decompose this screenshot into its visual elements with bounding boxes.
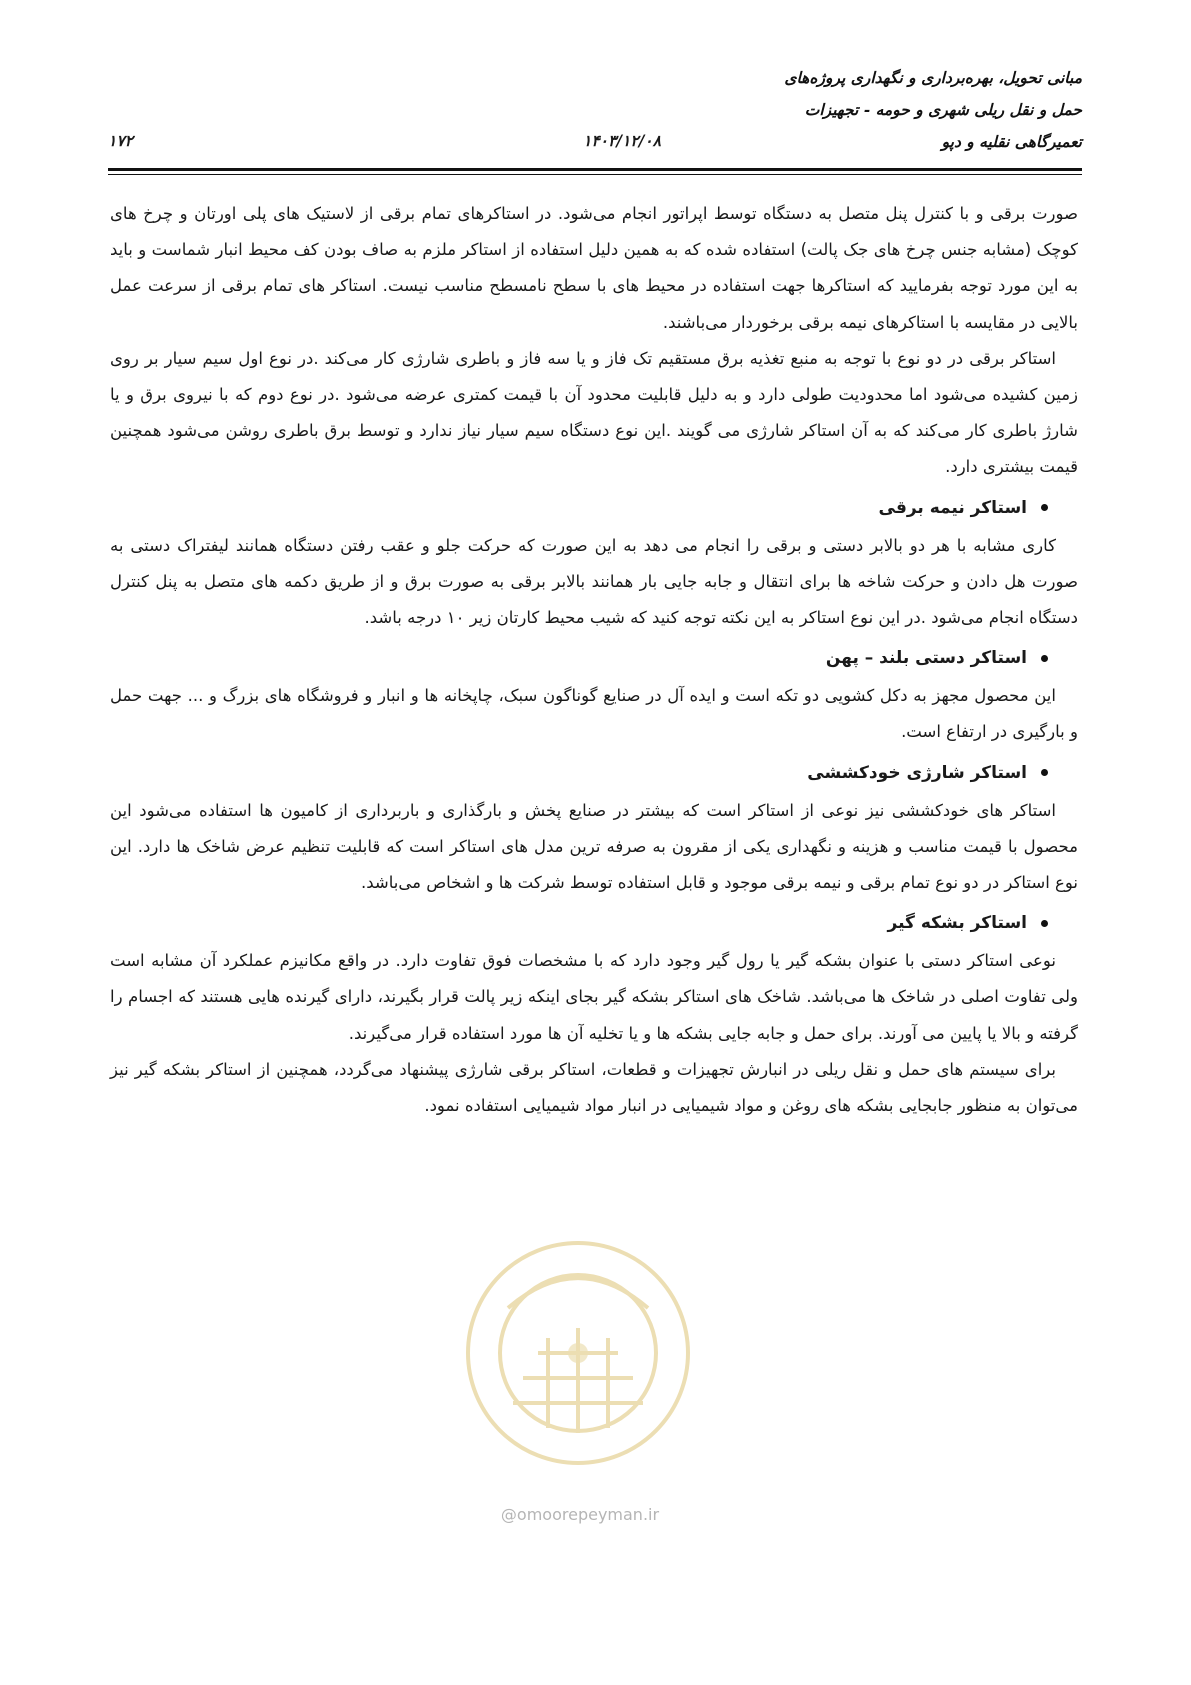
watermark-url: @omoorepeyman.ir [500,1505,660,1524]
header-title-line-2: حمل و نقل ریلی شهری و حومه - تجهیزات [804,100,1082,119]
heading-text: استاکر بشکه گیر [887,913,1027,934]
section-heading-drum-handler [110,903,1078,943]
heading-text: استاکر نیمه برقی [878,497,1027,518]
paragraph-3: کاری مشابه با هر دو بالابر دستی و برقی را انجام می دهد به این صورت که حرکت جلو و عقب رفتن دستگاه همانند لیفتراک دستی به صورت هل دادن و حرکت شاخه ها برای انتقال و جابه جایی بار همانند بالابر برقی به صورت برق و از طریق دکمه های متصل به پنل کنترل دستگاه انجام می‌شود .در این نوع استاکر به این نکته توجه کنید که شیب محیط کارتان زیر ۱۰ درجه باشد. [110,535,1078,628]
bullet-icon [1041,655,1048,662]
heading-text: استاکر شارژی خودکششی [807,762,1027,783]
section-heading-manual-high-wide [110,638,1078,678]
header-title-line-3: تعمیرگاهی نقلیه و دپو [941,132,1082,151]
body-content [110,196,1078,1124]
heading-text: استاکر دستی بلند – پهن [825,648,1027,669]
header-rule-thin [108,174,1082,175]
paragraph-2: استاکر برقی در دو نوع با توجه به منبع تغذیه برق مستقیم تک فاز و یا سه فاز و باطری شارژی کار می‌کند .در نوع اول سیم سیار بر روی زمین کشیده می‌شود اما محدودیت طولی دارد و به دلیل قابلیت محدود آن با قیمت کمتری عرضه می‌شود .در نوع دوم که با نیروی برق و یا شارژ باطری کار می‌کند که به آن استاکر شارژی می گویند .این نوع دستگاه سیم سیار نیاز ندارد و توسط برق باطری روشن می‌شود همچنین قیمت بیشتری دارد. [110,348,1078,477]
paragraph-7: برای سیستم های حمل و نقل ریلی در انبارش تجهیزات و قطعات، استاکر برقی شارژی پیشنهاد می‌گردد، همچنین از استاکر بشکه گیر نیز می‌توان به منظور جابجایی بشکه های روغن و مواد شیمیایی در انبار مواد شیمیایی استفاده نمود. [110,1059,1078,1116]
watermark-logo-icon [453,1228,703,1478]
bullet-icon [1041,504,1048,511]
paragraph-6: نوعی استاکر دستی با عنوان بشکه گیر یا رول گیر وجود دارد که با مشخصات فوق تفاوت دارد. در واقع مکانیزم عملکرد آن مشابه است ولی تفاوت اصلی در شاخک ها می‌باشد. شاخک های استاکر بشکه گیر بجای اینکه زیر پالت قرار بگیرند، دارای گیرنده هایی هستند که اجسام را گرفته و بالا یا پایین می آورند. برای حمل و جابه جایی بشکه ها و یا تخلیه آن ها مورد استفاده قرار می‌گیرند. [110,951,1078,1043]
header-title-line-1: مبانی تحویل، بهره‌برداری و نگهداری پروژه‌های [784,68,1082,87]
paragraph-5: استاکر های خودکششی نیز نوعی از استاکر است که بیشتر در صنایع پخش و بارگذاری و باربرداری از کامیون ها استفاده می‌شود این محصول با قیمت مناسب و هزینه و نگهداری یکی از مقرون به صرفه ترین مدل های استاکر است که قابلیت تنظیم عرض شاخک ها دارد. این نوع استاکر در دو نوع تمام برقی و نیمه برقی موجود و قابل استفاده توسط شرکت ها و اشخاص می‌باشد. [110,800,1078,893]
bullet-icon [1041,769,1048,776]
page-number: ۱۷۲ [108,131,133,150]
page-header [108,62,1082,172]
section-heading-semi-electric [110,488,1078,528]
paragraph-4: این محصول مجهز به دکل کشویی دو تکه است و ایده آل در صنایع گوناگون سبک، چاپخانه ها و انبار و فروشگاه های بزرگ و ... جهت حمل و بارگیری در ارتفاع است. [110,686,1078,742]
bullet-icon [1041,920,1048,927]
header-title [784,62,1082,158]
section-heading-self-propelled [110,753,1078,793]
paragraph-1: صورت برقی و با کنترل پنل متصل به دستگاه توسط اپراتور انجام می‌شود. در استاکرهای تمام برقی از لاستیک های پلی اورتان و چرخ های کوچک (مشابه جنس چرخ های جک پالت) استفاده شده که به همین دلیل استفاده از استاکر ملزم به صاف بودن کف محیط انبار شماست و باید به این مورد توجه بفرمایید که استاکرها جهت استفاده در محیط های با سطح نامسطح مناسب نیست. استاکر های تمام برقی از سرعت عمل بالایی در مقایسه با استاکرهای نیمه برقی برخوردار می‌باشند. [110,204,1078,332]
header-date: ۱۴۰۳/۱۲/۰۸ [583,131,661,150]
header-rule-thick [108,168,1082,171]
